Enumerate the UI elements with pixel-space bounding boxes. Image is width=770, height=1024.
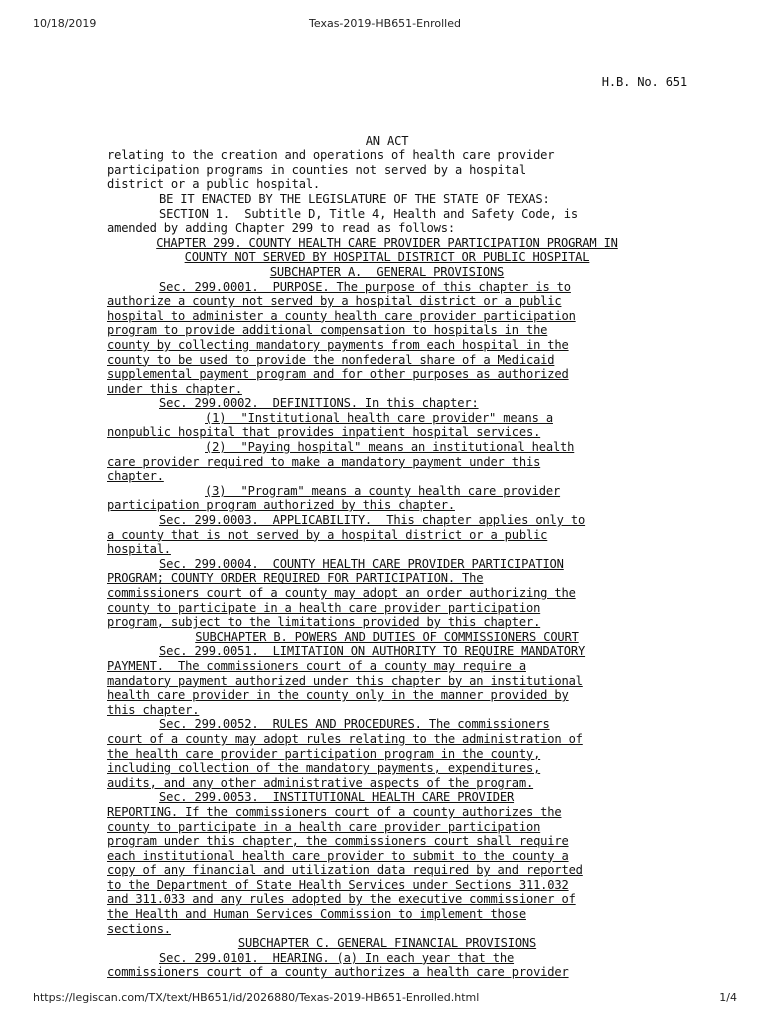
text-line <box>107 469 667 484</box>
underlined-text: the health care provider participation program in the county, <box>107 746 541 761</box>
bill-document <box>107 75 687 980</box>
underlined-text: sections. <box>107 921 171 936</box>
text-line <box>107 922 667 937</box>
text-line <box>107 849 667 864</box>
underlined-text: hospital to administer a county health care provider participation <box>107 308 576 323</box>
text-line: district or a public hospital. <box>107 177 321 192</box>
underlined-text: SUBCHAPTER B. POWERS AND DUTIES OF COMMISSIONERS COURT <box>195 629 579 644</box>
text-line <box>107 878 667 893</box>
text-line <box>107 396 667 411</box>
text-line <box>107 790 667 805</box>
underlined-text: participation program authorized by this chapter. <box>107 498 455 513</box>
text-line <box>107 280 667 295</box>
text-line <box>107 323 667 338</box>
underlined-text: nonpublic hospital that provides inpatient hospital services. <box>107 425 541 440</box>
text-line <box>107 411 667 426</box>
underlined-text: Sec. 299.0002. DEFINITIONS. In this chapter: <box>159 396 479 411</box>
text-line <box>107 294 667 309</box>
text-line <box>107 367 667 382</box>
underlined-text: authorize a county not served by a hospital district or a public <box>107 294 562 309</box>
underlined-text: to the Department of State Health Services under Sections 311.032 <box>107 877 569 892</box>
underlined-text: PAYMENT. The commissioners court of a county may require a <box>107 658 526 673</box>
text-line <box>107 586 667 601</box>
underlined-text: mandatory payment authorized under this chapter by an institutional <box>107 673 583 688</box>
underlined-text: audits, and any other administrative aspects of the program. <box>107 775 534 790</box>
underlined-text: program, subject to the limitations provided by this chapter. <box>107 615 541 630</box>
text-line <box>107 353 667 368</box>
text-line <box>107 951 667 966</box>
underlined-text: Sec. 299.0101. HEARING. (a) In each year that the <box>159 950 515 965</box>
bill-text <box>107 134 667 980</box>
underlined-text: Sec. 299.0003. APPLICABILITY. This chapter applies only to <box>159 513 586 528</box>
text-line: AN ACT <box>365 133 409 148</box>
underlined-text: SUBCHAPTER A. GENERAL PROVISIONS <box>269 264 505 279</box>
text-line: relating to the creation and operations of health care provider <box>107 148 555 163</box>
text-line <box>107 425 667 440</box>
underlined-text: county to participate in a health care provider participation <box>107 819 541 834</box>
text-line <box>107 820 667 835</box>
text-line <box>107 542 667 557</box>
underlined-text: program to provide additional compensation to hospitals in the <box>107 323 548 338</box>
underlined-text: county to participate in a health care provider participation <box>107 600 541 615</box>
text-line <box>107 498 667 513</box>
text-line <box>107 863 667 878</box>
underlined-text: under this chapter. <box>107 381 242 396</box>
text-line <box>107 440 667 455</box>
underlined-text: hospital. <box>107 542 171 557</box>
underlined-text: REPORTING. If the commissioners court of a county authorizes the <box>107 804 562 819</box>
underlined-text: program under this chapter, the commissioners court shall require <box>107 834 569 849</box>
text-line <box>107 688 667 703</box>
text-line <box>107 455 667 470</box>
text-line <box>107 615 667 630</box>
underlined-text: (2) "Paying hospital" means an institutional health <box>205 440 575 455</box>
text-line: amended by adding Chapter 299 to read as follows: <box>107 221 455 236</box>
underlined-text: chapter. <box>107 469 164 484</box>
bill-number: H.B. No. 651 <box>601 75 687 89</box>
underlined-text: county by collecting mandatory payments from each hospital in the <box>107 337 569 352</box>
text-line: SECTION 1. Subtitle D, Title 4, Health and Safety Code, is <box>159 206 578 221</box>
text-line: participation programs in counties not served by a hospital <box>107 162 526 177</box>
text-line <box>107 717 667 732</box>
text-line <box>107 834 667 849</box>
underlined-text: Sec. 299.0052. RULES AND PROCEDURES. The commissioners <box>159 717 550 732</box>
underlined-text: commissioners court of a county authorizes a health care provider <box>107 965 569 980</box>
underlined-text: court of a county may adopt rules relating to the administration of <box>107 731 583 746</box>
underlined-text: Sec. 299.0001. PURPOSE. The purpose of this chapter is to <box>159 279 571 294</box>
underlined-text: including collection of the mandatory payments, expenditures, <box>107 761 541 776</box>
underlined-text: supplemental payment program and for other purposes as authorized <box>107 367 569 382</box>
text-line <box>107 484 667 499</box>
text-line <box>107 571 667 586</box>
underlined-text: this chapter. <box>107 702 200 717</box>
text-line <box>107 674 667 689</box>
text-line <box>107 265 667 280</box>
text-line <box>107 250 667 265</box>
page-number: 1/4 <box>719 991 737 1004</box>
underlined-text: Sec. 299.0053. INSTITUTIONAL HEALTH CARE PROVIDER <box>159 790 515 805</box>
text-line <box>107 747 667 762</box>
text-line <box>107 601 667 616</box>
underlined-text: health care provider in the county only in the manner provided by <box>107 688 569 703</box>
underlined-text: copy of any financial and utilization data required by and reported <box>107 863 583 878</box>
text-line <box>107 805 667 820</box>
spacer <box>107 90 667 134</box>
underlined-text: Sec. 299.0051. LIMITATION ON AUTHORITY TO REQUIRE MANDATORY <box>159 644 586 659</box>
underlined-text: a county that is not served by a hospital district or a public <box>107 527 548 542</box>
underlined-text: each institutional health care provider to submit to the county a <box>107 848 569 863</box>
text-line <box>107 659 667 674</box>
text-line <box>107 703 667 718</box>
text-line <box>107 630 667 645</box>
text-line <box>107 236 667 251</box>
underlined-text: CHAPTER 299. COUNTY HEALTH CARE PROVIDER PARTICIPATION PROGRAM IN <box>156 235 618 250</box>
text-line <box>107 776 667 791</box>
text-line <box>107 644 667 659</box>
text-line <box>107 309 667 324</box>
text-line <box>107 936 667 951</box>
text-line <box>107 732 667 747</box>
print-date: 10/18/2019 <box>33 17 97 30</box>
underlined-text: COUNTY NOT SERVED BY HOSPITAL DISTRICT OR PUBLIC HOSPITAL <box>184 250 590 265</box>
print-title: Texas-2019-HB651-Enrolled <box>309 17 461 30</box>
underlined-text: PROGRAM; COUNTY ORDER REQUIRED FOR PARTICIPATION. The <box>107 571 484 586</box>
underlined-text: (3) "Program" means a county health care provider <box>205 483 561 498</box>
text-line <box>107 338 667 353</box>
underlined-text: (1) "Institutional health care provider" means a <box>205 410 553 425</box>
text-line <box>107 907 667 922</box>
underlined-text: Sec. 299.0004. COUNTY HEALTH CARE PROVIDER PARTICIPATION <box>159 556 564 571</box>
text-line <box>107 965 667 980</box>
underlined-text: the Health and Human Services Commission to implement those <box>107 907 526 922</box>
text-line <box>107 382 667 397</box>
underlined-text: county to be used to provide the nonfederal share of a Medicaid <box>107 352 555 367</box>
page-url[interactable]: https://legiscan.com/TX/text/HB651/id/2026880/Texas-2019-HB651-Enrolled.html <box>33 991 480 1004</box>
text-line <box>107 892 667 907</box>
text-line <box>107 513 667 528</box>
text-line <box>107 557 667 572</box>
text-line <box>107 528 667 543</box>
text-line: BE IT ENACTED BY THE LEGISLATURE OF THE STATE OF TEXAS: <box>159 191 550 206</box>
underlined-text: SUBCHAPTER C. GENERAL FINANCIAL PROVISIONS <box>237 936 537 951</box>
underlined-text: care provider required to make a mandatory payment under this <box>107 454 541 469</box>
underlined-text: commissioners court of a county may adopt an order authorizing the <box>107 586 576 600</box>
underlined-text: and 311.033 and any rules adopted by the executive commissioner of <box>107 892 576 907</box>
text-line <box>107 761 667 776</box>
